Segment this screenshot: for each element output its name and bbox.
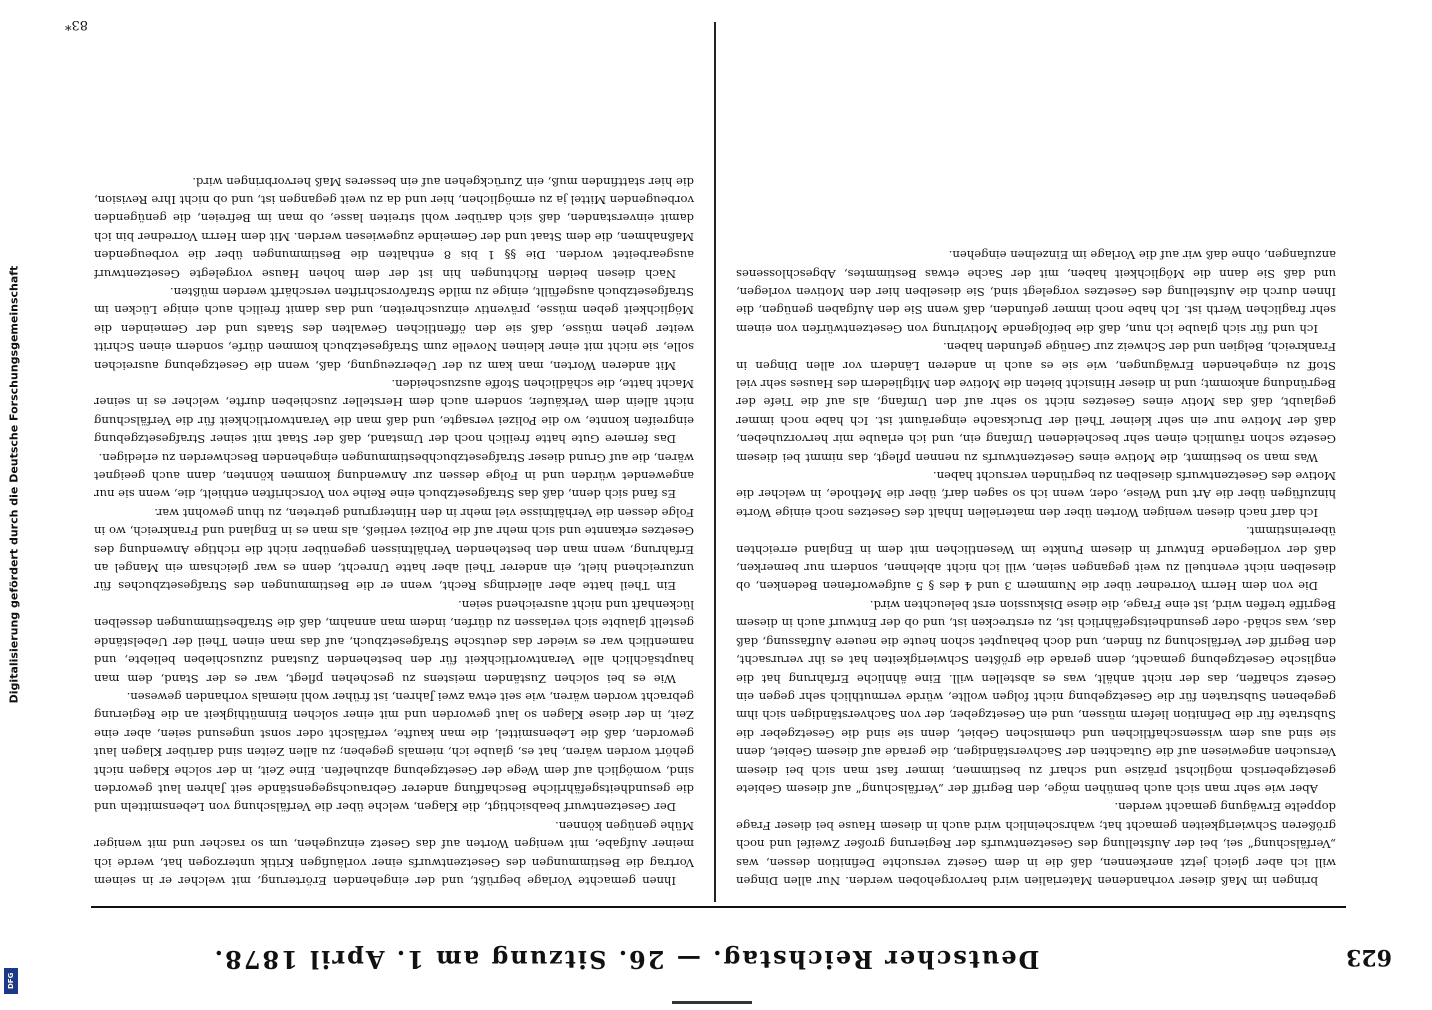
paragraph: bringen im Maß dieser vorhandenen Materialien wird hervorgehoben werden. Nur allen Dingen will ich aber gleich jetzt anerkennen, daß die in dem Gesetz versuchte Definition dessen, was „Verfälschung“ sei, bei der Aufstellung des Gesetzentwurfs der Regierung großer Zweifel und noch größeren Schwierigkeiten gemacht hat; wahrscheinlich wird auch in diesem Hause bei dieser Frage doppelte Erwägung gemacht werden. (736, 800, 1336, 888)
paragraph: Ich darf nach diesen wenigen Worten über den materiellen Inhalt des Gesetzes noch einige Worte hinzufügen über die Art und Weise, oder, wenn ich so sagen darf, über die Methode, in welcher die Motive des Gesetzentwurfs dieselben zu begründen versucht haben. (736, 469, 1336, 520)
paragraph: Der Gesetzentwurf beabsichtigt, die Klagen, welche über die Verfälschung von Lebensmitteln und die gesundheitsgefährliche Beschaffung anderer Gebrauchsgegenstände seit Jahren laut geworden sind, womöglich auf dem Wege der Gesetzgebung abzuhelfen. Eine Zeit, in der solche Klagen nicht gehört worden wären, hat es, glaube ich, niemals gegeben; zu allen Zeiten sind darüber Klagen laut geworden, daß die Lebensmittel, die man kaufte, verfälscht oder sonst ungesund seien, aber eine Zeit, in der diese Klagen so laut geworden und mit einer solchen Einmüthigkeit an die Regierung gebracht worden wären, wie seit etwa zwei Jahren, ist früher wohl niemals vorhanden gewesen. (94, 689, 694, 815)
page-number: 623 (1346, 944, 1392, 970)
paragraph: Das fernere Gute hatte freilich noch der Umstand, daß der Staat mit seiner Strafgesetzgebung eingreifen konnte, wo die Polizei versagte, und daß man die Verantwortlichkeit für die Verfälschung nicht allein dem Verkäufer, sondern auch dem Hersteller zuschieben durfte, welcher es in seiner Macht hatte, die schädlichen Stoffe auszuscheiden. (94, 377, 694, 447)
paragraph: Nach diesen beiden Richtungen hin ist der dem hohen Hause vorgelegte Gesetzentwurf ausgearbeitet worden. Die §§ 1 bis 8 enthalten die Bestimmungen über die vorbeugenden Maßnahmen, die dem Staat und der Gemeinde zugewiesen werden. Mit dem Herrn Vorredner bin ich damit einverstanden, daß sich darüber wohl streiten lasse, ob man im Befreien, die genügenden vorbeugenden Mittel ja zu ermöglichen, hier und da zu weit gegangen ist, und ob nicht Ihre Revision, die hier stattfinden muß, ein Zurückgehen auf ein besseres Maß hervorbringen wird. (94, 174, 694, 281)
paragraph: Was man so bestimmt, die Motive eines Gesetzentwurfs zu nennen pflegt, das nimmt bei diesem Gesetze schon räumlich einen sehr bescheidenen Umfang ein, und ich erlaube mir hervorzuheben, daß der Motive nur ein sehr kleiner Theil der Drucksache eingeräumt ist. Ich habe noch immer geglaubt, daß das Motiv eines Gesetzes nicht so sehr auf den Umfang, als auf die Tiefe der Begründung ankommt; und in dieser Hinsicht bieten die Motive den Mitgliedern des Hauses sehr viel Stoff zu eingehenden Erwägungen, wie sie es auch in anderen Ländern vor allen Dingen in Frankreich, Belgien und der Schweiz zur Genüge gefunden haben. (736, 340, 1336, 465)
credit-text: Digitalisierung gefördert durch die Deutsche Forschungsgemeinschaft (7, 265, 21, 704)
scan-edge-mark (672, 1001, 752, 1010)
paragraph: Ich und für sich glaube ich nun, daß die beifolgende Motivirung von Gesetzentwürfen von einem sehr fraglichen Werth ist. Ich habe noch immer gefunden, daß wenn Sie den Aufgaben genügen, die Ihnen durch die Aufstellung des Gesetzes vorgelegt sind, Sie dieselben hier den Motiven vorlegen, und daß Sie dann die Möglichkeit haben, mit der Sache etwas Bestimmtes, Abgeschlossenes anzufangen, ohne daß wir auf die Vorlage im Einzelnen eingehen. (736, 248, 1336, 336)
page-header: Deutscher Reichstag. — 26. Sitzung am 1. April 1878. (212, 945, 1040, 974)
paragraph: Es fand sich denn, daß das Strafgesetzbuch eine Reihe von Vorschriften enthielt, die, wenn sie nur angewendet würden und in Folge dessen zur Anwendung kommen könnten, dann auch geeignet wären, die auf Grund dieser Strafgesetzbuchbestimmungen eingehenden Beschwerden zu erledigen. (94, 450, 694, 502)
paragraph: Wie es bei solchen Zuständen meistens zu geschehen pflegt, war es der Stand, dem man hauptsächlich alle Verantwortlichkeit für den bestehenden Zustand zuzuschieben beliebte, und namentlich war es wieder das deutsche Strafgesetzbuch, auf das man einen Theil der Uebelstände gestellt glaubte sich verlassen zu dürfen, indem man annahm, daß die Strafbestimmungen desselben lückenhaft und nicht ausreichend seien. (94, 597, 694, 686)
dfg-logo-icon: DFG (4, 968, 18, 994)
paragraph: Ein Theil hatte aber allerdings Recht, wenn er die Bestimmungen des Strafgesetzbuches für unzureichend hielt, ein anderer Theil aber hatte Unrecht, denn es war gleichsam ein Mangel an Erfahrung, wenn man den bestehenden Verhältnissen gegenüber nicht die richtige Anwendung des Gesetzes erkannte und sich mehr auf die Polizei verließ, als man es in England und Frankreich, wo in Folge dessen die Verhältnisse viel mehr in den Hintergrund getreten, zu thun gewohnt war. (94, 505, 694, 594)
header-rule (91, 906, 1346, 908)
paragraph: Mit anderen Worten, man kam zu der Ueberzeugung, daß, wenn die Gesetzgebung ausreichen solle, sie nicht mit einer kleinen Novelle zum Strafgesetzbuch kommen dürfe, sondern einen Schritt weiter gehen müsse, daß sie den öffentlichen Gewalten des Staats und der Gemeinden die Möglichkeit geben müsse, präventiv einzuschreiten, und das damit freilich auch einige Lücken im Strafgesetzbuch ausgefüllt, einige zu milde Strafvorschriften verschärft werden müßten. (94, 285, 694, 373)
digitization-credit (8, 0, 24, 994)
column-left (736, 30, 1336, 890)
paragraph: Die von dem Herrn Vorredner über die Nummern 3 und 4 des § 5 aufgeworfenen Bedenken, ob dieselben nicht eventuell zu weit gegangen seien, will ich nicht ablehnen, sondern nur bemerken, daß der vorliegende Entwurf in diesem Punkte im Wesentlichen mit dem in England erreichten übereinstimmt. (736, 524, 1336, 594)
paragraph: Aber wie sehr man sich auch bemühen möge, den Begriff der „Verfälschung“ auf diesem Gebiete gesetzgeberisch möglichst präzise und scharf zu bestimmen, immer fast man sich bei diesem Versuchen angewiesen auf die Gutachten der Sachverständigen, die gerade auf diesem Gebiet, denn sie sind aus dem wissenschaftlichen und chemischen Gebiet, denn sie sind die Gesetzgeber die Substrate für die Definition liefern müssen, und ein Gesetzgeber, der von Sachverständigen sich ihm gegebenen Substraten für die Gesetzgebung nicht folgen wollte, würde vermuthlich sehr gegen ein Gesetz schaffen, das der nicht anhält, was es abstellen will. Eine ähnliche Erfahrung hat die englische Gesetzgebung gemacht, denn gerade die größten Schwierigkeiten hat es ihr verursacht, den Begriff der Verfälschung zu finden, und doch behauptet schon heute die neuere Auffassung, daß das, was schäd- oder gesundheitsgefährlich ist, zu erstrecken ist, und ob der Entwurf auch in diesem Begriffe treffen wird, ist eine Frage, die diese Diskussion erst beleuchten wird. (736, 597, 1336, 796)
column-right (94, 30, 694, 890)
column-divider (714, 22, 716, 902)
signature-mark: 83* (64, 17, 88, 32)
paragraph: Ihnen gemachte Vorlage begrüßt, und der eingehenden Erörterung, mit welcher er in seinem Vortrag die Bestimmungen des Gesetzentwurfs einer vorläufigen Kritik unterzogen hat, werde ich meiner Aufgabe, mit wenigen Worten auf das Gesetz einzugehen, um so rascher und mit weniger Mühe genügen können. (94, 818, 694, 888)
